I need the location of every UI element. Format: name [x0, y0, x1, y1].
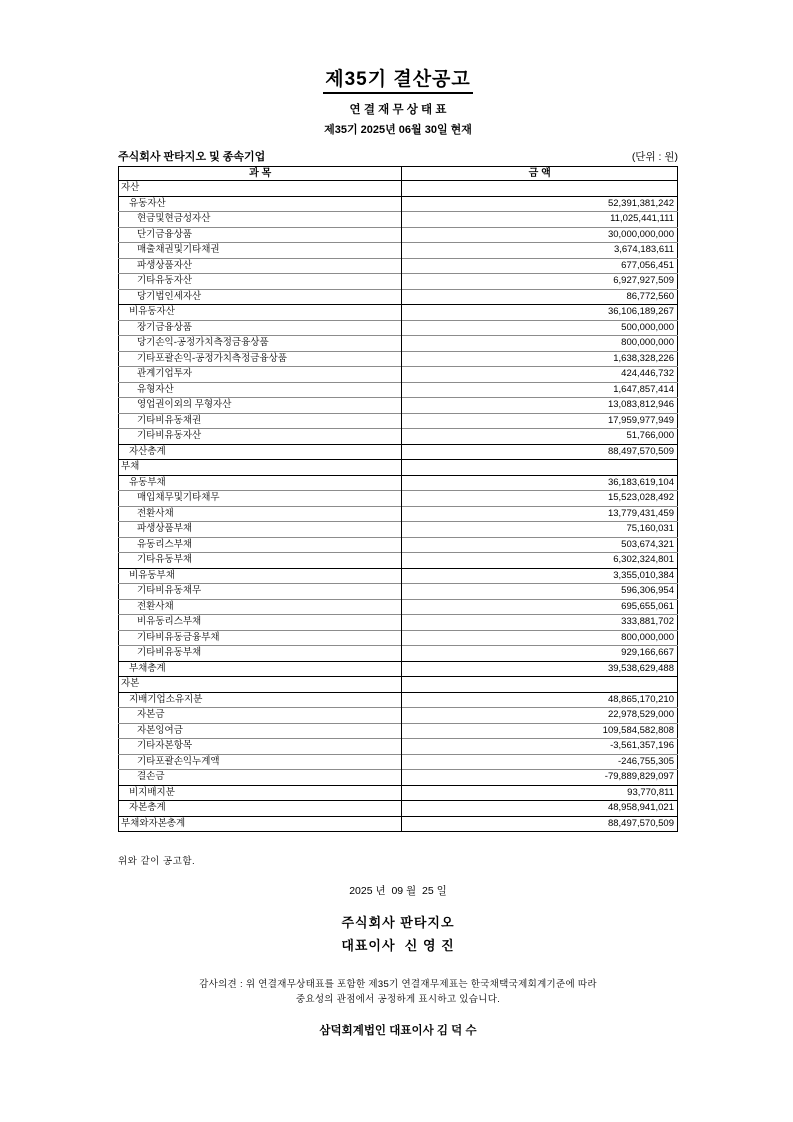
- row-label: 기타비유동채무: [119, 584, 402, 600]
- table-row: [119, 708, 678, 724]
- row-amount: 11,025,441,111: [402, 212, 678, 228]
- table-row: [119, 754, 678, 770]
- row-label: 기타비유동부채: [119, 646, 402, 662]
- currency-unit-note: (단위 : 원): [631, 151, 678, 163]
- table-row: [119, 429, 678, 445]
- row-amount: 13,083,812,946: [402, 398, 678, 414]
- row-label: 매입채무및기타채무: [119, 491, 402, 507]
- row-amount: 39,538,629,488: [402, 661, 678, 677]
- column-header-item: 과 목: [119, 167, 402, 181]
- row-amount: 695,655,061: [402, 599, 678, 615]
- table-row: [119, 367, 678, 383]
- row-amount: -79,889,829,097: [402, 770, 678, 786]
- row-label: 기타유동자산: [119, 274, 402, 290]
- table-row: [119, 801, 678, 817]
- column-header-amount: 금 액: [402, 167, 678, 181]
- table-row: [119, 615, 678, 631]
- row-label: 영업권이외의 무형자산: [119, 398, 402, 414]
- table-row: [119, 227, 678, 243]
- meta-line: [118, 148, 678, 164]
- row-amount: 15,523,028,492: [402, 491, 678, 507]
- audit-opinion: [118, 977, 678, 1007]
- row-label: 유형자산: [119, 382, 402, 398]
- company-name: 주식회사 판타지오 및 종속기업: [118, 151, 266, 163]
- row-label: 관계기업투자: [119, 367, 402, 383]
- balance-sheet-table: [118, 166, 678, 832]
- document-header: [118, 64, 678, 137]
- row-label: 기타유동부채: [119, 553, 402, 569]
- table-row: [119, 460, 678, 476]
- row-label: 기타비유동자산: [119, 429, 402, 445]
- row-label: 장기금융상품: [119, 320, 402, 336]
- table-header-row: [119, 167, 678, 181]
- row-amount: 333,881,702: [402, 615, 678, 631]
- row-amount: -3,561,357,196: [402, 739, 678, 755]
- row-label: 비유동자산: [119, 305, 402, 321]
- table-row: [119, 181, 678, 197]
- audit-opinion-line1: 감사의견 : 위 연결재무상태표를 포함한 제35기 연결재무제표는 한국채택국제회계기준에 따라: [199, 979, 597, 990]
- row-amount: 86,772,560: [402, 289, 678, 305]
- row-amount: [402, 181, 678, 197]
- row-amount: 3,355,010,384: [402, 568, 678, 584]
- row-amount: 800,000,000: [402, 336, 678, 352]
- signature-company: 주식회사 판타지오: [341, 915, 455, 930]
- as-of-date: 제35기 2025년 06월 30일 현재: [324, 124, 472, 136]
- page-title: 제35기 결산공고: [323, 64, 473, 94]
- row-amount: 929,166,667: [402, 646, 678, 662]
- table-row: [119, 723, 678, 739]
- row-label: 자본잉여금: [119, 723, 402, 739]
- table-row: [119, 537, 678, 553]
- table-row: [119, 351, 678, 367]
- row-label: 파생상품부채: [119, 522, 402, 538]
- table-row: [119, 630, 678, 646]
- table-row: [119, 568, 678, 584]
- row-label: 자산총계: [119, 444, 402, 460]
- row-label: 자본금: [119, 708, 402, 724]
- row-amount: 52,391,381,242: [402, 196, 678, 212]
- row-amount: 22,978,529,000: [402, 708, 678, 724]
- row-label: 기타자본항목: [119, 739, 402, 755]
- table-row: [119, 506, 678, 522]
- row-amount: 3,674,183,611: [402, 243, 678, 259]
- row-amount: 800,000,000: [402, 630, 678, 646]
- row-label: 유동부채: [119, 475, 402, 491]
- row-amount: 1,647,857,414: [402, 382, 678, 398]
- row-amount: 51,766,000: [402, 429, 678, 445]
- table-row: [119, 382, 678, 398]
- row-amount: 6,302,324,801: [402, 553, 678, 569]
- table-row: [119, 692, 678, 708]
- row-amount: 30,000,000,000: [402, 227, 678, 243]
- row-label: 자본총계: [119, 801, 402, 817]
- table-row: [119, 274, 678, 290]
- table-row: [119, 739, 678, 755]
- row-label: 자산: [119, 181, 402, 197]
- row-label: 현금및현금성자산: [119, 212, 402, 228]
- row-amount: 75,160,031: [402, 522, 678, 538]
- row-label: 비유동리스부채: [119, 615, 402, 631]
- row-label: 매출채권및기타채권: [119, 243, 402, 259]
- announcement-notice: 위와 같이 공고함.: [118, 856, 196, 867]
- row-label: 자본: [119, 677, 402, 693]
- audit-opinion-line2: 중요성의 관점에서 공정하게 표시하고 있습니다.: [295, 994, 501, 1005]
- table-row: [119, 599, 678, 615]
- row-amount: 36,106,189,267: [402, 305, 678, 321]
- row-label: 기타비유동금융부채: [119, 630, 402, 646]
- row-label: 파생상품자산: [119, 258, 402, 274]
- row-label: 지배기업소유지분: [119, 692, 402, 708]
- row-amount: 109,584,582,808: [402, 723, 678, 739]
- row-label: 부채총계: [119, 661, 402, 677]
- table-row: [119, 212, 678, 228]
- row-amount: 48,865,170,210: [402, 692, 678, 708]
- table-row: [119, 336, 678, 352]
- row-amount: 677,056,451: [402, 258, 678, 274]
- row-label: 비유동부채: [119, 568, 402, 584]
- row-amount: 424,446,732: [402, 367, 678, 383]
- row-amount: 93,770,811: [402, 785, 678, 801]
- table-row: [119, 522, 678, 538]
- row-label: 기타비유동채권: [119, 413, 402, 429]
- table-row: [119, 413, 678, 429]
- table-row: [119, 661, 678, 677]
- row-label: 유동자산: [119, 196, 402, 212]
- row-amount: -246,755,305: [402, 754, 678, 770]
- table-row: [119, 816, 678, 832]
- table-row: [119, 553, 678, 569]
- table-row: [119, 584, 678, 600]
- row-amount: 36,183,619,104: [402, 475, 678, 491]
- statement-table-body: [119, 181, 678, 832]
- table-row: [119, 258, 678, 274]
- auditor-signature: 삼덕회계법인 대표이사 김 덕 수: [319, 1025, 477, 1037]
- table-row: [119, 475, 678, 491]
- table-row: [119, 677, 678, 693]
- table-row: [119, 320, 678, 336]
- row-label: 부채: [119, 460, 402, 476]
- row-label: 단기금융상품: [119, 227, 402, 243]
- row-label: 전환사채: [119, 599, 402, 615]
- row-amount: 48,958,941,021: [402, 801, 678, 817]
- row-label: 부채와자본총계: [119, 816, 402, 832]
- row-amount: 6,927,927,509: [402, 274, 678, 290]
- table-row: [119, 398, 678, 414]
- row-amount: 500,000,000: [402, 320, 678, 336]
- table-row: [119, 289, 678, 305]
- row-label: 기타포괄손익-공정가치측정금융상품: [119, 351, 402, 367]
- announcement-date: 2025 년 09 월 25 일: [349, 885, 447, 897]
- table-row: [119, 243, 678, 259]
- row-label: 결손금: [119, 770, 402, 786]
- table-row: [119, 196, 678, 212]
- table-row: [119, 785, 678, 801]
- table-row: [119, 770, 678, 786]
- row-label: 유동리스부채: [119, 537, 402, 553]
- row-amount: 17,959,977,949: [402, 413, 678, 429]
- table-row: [119, 491, 678, 507]
- row-amount: 503,674,321: [402, 537, 678, 553]
- row-label: 전환사채: [119, 506, 402, 522]
- row-label: 기타포괄손익누계액: [119, 754, 402, 770]
- row-amount: 1,638,328,226: [402, 351, 678, 367]
- row-amount: 88,497,570,509: [402, 444, 678, 460]
- row-amount: 596,306,954: [402, 584, 678, 600]
- table-row: [119, 646, 678, 662]
- signature-ceo: 대표이사 신 영 진: [341, 938, 455, 953]
- table-row: [119, 444, 678, 460]
- row-amount: 13,779,431,459: [402, 506, 678, 522]
- table-row: [119, 305, 678, 321]
- row-label: 비지배지분: [119, 785, 402, 801]
- row-label: 당기법인세자산: [119, 289, 402, 305]
- row-amount: [402, 460, 678, 476]
- row-amount: [402, 677, 678, 693]
- row-amount: 88,497,570,509: [402, 816, 678, 832]
- row-label: 당기손익-공정가치측정금융상품: [119, 336, 402, 352]
- statement-name: 연 결 재 무 상 태 표: [349, 104, 447, 116]
